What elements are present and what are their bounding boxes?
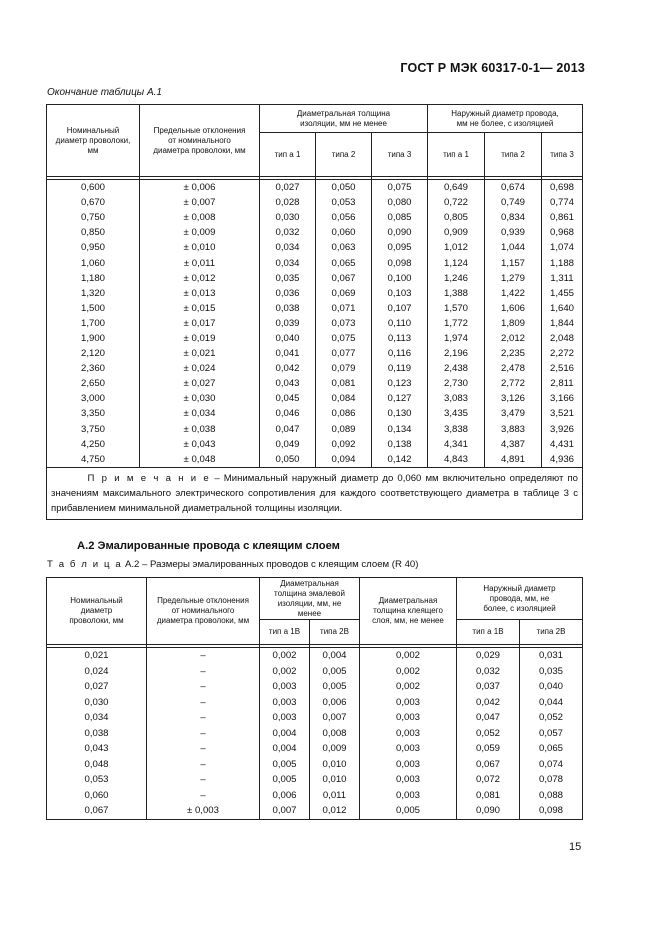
table-cell: 0,030 (47, 695, 147, 711)
table-cell: 0,774 (542, 195, 583, 210)
table-cell: 2,235 (485, 346, 542, 361)
table-cell: ± 0,048 (140, 452, 260, 468)
table-row (47, 391, 583, 406)
table-cell: 2,272 (542, 346, 583, 361)
table-cell: 0,004 (260, 726, 310, 742)
table-cell: 0,006 (310, 695, 360, 711)
table-cell: 0,003 (360, 726, 457, 742)
table-cell: 0,950 (47, 240, 140, 255)
table-cell: 0,119 (372, 361, 428, 376)
table-cell: 1,074 (542, 240, 583, 255)
table-cell: 1,606 (485, 301, 542, 316)
table-cell: 0,071 (316, 301, 372, 316)
table-cell: 3,166 (542, 391, 583, 406)
table-cell: 2,196 (428, 346, 485, 361)
table-cell: ± 0,015 (140, 301, 260, 316)
table-cell: 0,123 (372, 376, 428, 391)
table-cell: ± 0,021 (140, 346, 260, 361)
standard-designation: ГОСТ Р МЭК 60317-0-1— 2013 (400, 61, 585, 75)
table-cell: 0,034 (260, 255, 316, 270)
table-cell: – (147, 788, 260, 804)
table-row (47, 679, 583, 695)
table-cell: 1,500 (47, 301, 140, 316)
table1-caption: Окончание таблицы А.1 (47, 87, 162, 98)
table-cell: 4,843 (428, 452, 485, 468)
table-cell: 0,095 (372, 240, 428, 255)
page-number: 15 (569, 841, 582, 853)
table-cell: 0,098 (520, 803, 583, 819)
table-cell: 1,012 (428, 240, 485, 255)
col-grade3-outer: типа 3 (542, 133, 583, 177)
t2-col-bond: Диаметральная толщина клеящего слоя, мм, не менее (360, 578, 457, 645)
table-cell: 0,850 (47, 225, 140, 240)
table-cell: ± 0,012 (140, 271, 260, 286)
table-cell: 0,861 (542, 210, 583, 225)
table-cell: – (147, 757, 260, 773)
table-cell: 4,341 (428, 437, 485, 452)
table-cell: 0,075 (316, 331, 372, 346)
table-cell: 0,090 (457, 803, 520, 819)
table-cell: 0,098 (372, 255, 428, 270)
table-cell: 0,075 (372, 180, 428, 196)
table-cell: 0,067 (457, 757, 520, 773)
table-cell: 0,939 (485, 225, 542, 240)
table-cell: 0,021 (47, 648, 147, 664)
table-cell: 0,042 (457, 695, 520, 711)
table-cell: 0,043 (47, 741, 147, 757)
table-cell: 0,002 (360, 664, 457, 680)
table-cell: 0,060 (316, 225, 372, 240)
table-cell: – (147, 741, 260, 757)
t2-col-outer: Наружный диаметр провода, мм, не более, с изоляцией (457, 578, 583, 620)
table-cell: 1,044 (485, 240, 542, 255)
col-grade3: типа 3 (372, 133, 428, 177)
table-row (47, 726, 583, 742)
table-cell: – (147, 679, 260, 695)
table-cell: 0,110 (372, 316, 428, 331)
table-cell: 1,422 (485, 286, 542, 301)
table-cell: 0,002 (260, 648, 310, 664)
table-cell: 0,024 (47, 664, 147, 680)
note-text: – Минимальный наружный диаметр до 0,060 мм включительно определяют по значениям максимального электрического сопротивления для каждого соответствующего диаметра в таблице 3 с прибавлением минимальной диаметральной толщины изоляции. (51, 472, 578, 514)
table-cell: 1,157 (485, 255, 542, 270)
table-cell: – (147, 664, 260, 680)
table-cell: 0,067 (316, 271, 372, 286)
table-cell: ± 0,009 (140, 225, 260, 240)
table-cell: 4,387 (485, 437, 542, 452)
table2-caption-label: Т а б л и ц а (47, 559, 123, 570)
table-cell: 1,060 (47, 255, 140, 270)
table-cell: 0,002 (360, 648, 457, 664)
table-cell: 2,360 (47, 361, 140, 376)
col-grade2-outer: типа 2 (485, 133, 542, 177)
table-cell: 0,032 (457, 664, 520, 680)
table-cell: – (147, 772, 260, 788)
table-cell: 1,640 (542, 301, 583, 316)
table-cell: 3,000 (47, 391, 140, 406)
table-cell: 0,009 (310, 741, 360, 757)
table-cell: 0,035 (520, 664, 583, 680)
table-cell: 0,042 (260, 361, 316, 376)
table-cell: 0,072 (457, 772, 520, 788)
table-cell: 2,120 (47, 346, 140, 361)
table-cell: 0,044 (520, 695, 583, 711)
table-cell: 0,134 (372, 422, 428, 437)
table-cell: 0,049 (260, 437, 316, 452)
table-cell: 4,936 (542, 452, 583, 468)
table-cell: 0,052 (520, 710, 583, 726)
table-cell: 0,909 (428, 225, 485, 240)
table-cell: ± 0,043 (140, 437, 260, 452)
col-min-increase: Диаметральная толщина изоляции, мм не менее (260, 105, 428, 133)
table-cell: 0,045 (260, 391, 316, 406)
table-cell: 3,750 (47, 422, 140, 437)
table-cell: 0,007 (260, 803, 310, 819)
table-cell: 0,698 (542, 180, 583, 196)
table-cell: 0,107 (372, 301, 428, 316)
col-grade2: типа 2 (316, 133, 372, 177)
table-row (47, 648, 583, 664)
table-cell: ± 0,027 (140, 376, 260, 391)
t2-col-g1b-outer: тип а 1В (457, 620, 520, 645)
table-cell: 0,034 (260, 240, 316, 255)
table-cell: 3,350 (47, 406, 140, 421)
table-cell: 0,004 (260, 741, 310, 757)
table-cell: 0,003 (260, 679, 310, 695)
table-cell: 0,048 (47, 757, 147, 773)
table-cell: 0,053 (316, 195, 372, 210)
table-cell: 0,003 (360, 788, 457, 804)
table-row (47, 210, 583, 225)
table-row (47, 695, 583, 711)
table-cell: 0,088 (520, 788, 583, 804)
table-cell: 1,320 (47, 286, 140, 301)
table-cell: ± 0,017 (140, 316, 260, 331)
table-cell: 0,052 (457, 726, 520, 742)
table-cell: 4,431 (542, 437, 583, 452)
table2-caption-text: А.2 – Размеры эмалированных проводов с клеящим слоем (R 40) (122, 559, 419, 570)
table-cell: 0,003 (360, 772, 457, 788)
table-cell: 0,031 (520, 648, 583, 664)
table-cell: 3,126 (485, 391, 542, 406)
table-cell: 2,516 (542, 361, 583, 376)
table-cell: 0,060 (47, 788, 147, 804)
table-cell: 0,047 (457, 710, 520, 726)
table-cell: 1,180 (47, 271, 140, 286)
table-cell: 0,003 (360, 695, 457, 711)
table-cell: 0,050 (260, 452, 316, 468)
col-max-outer: Наружный диаметр провода, мм не более, с изоляцией (428, 105, 583, 133)
table-cell: 4,891 (485, 452, 542, 468)
table-cell: 0,079 (316, 361, 372, 376)
table-cell: 2,012 (485, 331, 542, 346)
table-cell: 0,029 (457, 648, 520, 664)
table-cell: 0,007 (310, 710, 360, 726)
table-cell: ± 0,008 (140, 210, 260, 225)
table-cell: 0,034 (47, 710, 147, 726)
table-cell: 0,003 (360, 741, 457, 757)
table-a1 (46, 104, 583, 520)
table1-note (47, 467, 583, 519)
table-cell: 0,056 (316, 210, 372, 225)
table-cell: 3,883 (485, 422, 542, 437)
table-cell: ± 0,011 (140, 255, 260, 270)
table-cell: 0,674 (485, 180, 542, 196)
table-cell: 0,600 (47, 180, 140, 196)
table-cell: 1,188 (542, 255, 583, 270)
t2-col-deviation: Предельные отклонения от номинального диаметра проволоки, мм (147, 578, 260, 645)
table-cell: 0,053 (47, 772, 147, 788)
table-cell: 0,065 (316, 255, 372, 270)
table-cell: 4,750 (47, 452, 140, 468)
table-cell: 3,521 (542, 406, 583, 421)
t2-col-g2b-outer: типа 2В (520, 620, 583, 645)
table-cell: 0,003 (260, 695, 310, 711)
table-cell: 0,100 (372, 271, 428, 286)
table-cell: 1,772 (428, 316, 485, 331)
table-cell: 2,438 (428, 361, 485, 376)
table-cell: 0,670 (47, 195, 140, 210)
table-cell: 0,081 (457, 788, 520, 804)
table-cell: 2,772 (485, 376, 542, 391)
table-cell: 0,027 (47, 679, 147, 695)
table-cell: 0,722 (428, 195, 485, 210)
table-cell: 0,035 (260, 271, 316, 286)
table-cell: 1,700 (47, 316, 140, 331)
table-cell: 0,038 (260, 301, 316, 316)
table-cell: 0,116 (372, 346, 428, 361)
table-row (47, 772, 583, 788)
table-row (47, 301, 583, 316)
table-cell: 1,124 (428, 255, 485, 270)
table-cell: 0,005 (260, 757, 310, 773)
table-cell: 1,844 (542, 316, 583, 331)
table-cell: 1,900 (47, 331, 140, 346)
table-row (47, 271, 583, 286)
table-cell: 1,388 (428, 286, 485, 301)
table-cell: 1,974 (428, 331, 485, 346)
table-row (47, 240, 583, 255)
table-cell: 0,011 (310, 788, 360, 804)
table-cell: 0,749 (485, 195, 542, 210)
table-cell: 0,030 (260, 210, 316, 225)
table-row (47, 422, 583, 437)
table-cell: 0,003 (360, 710, 457, 726)
table-cell: 0,003 (260, 710, 310, 726)
table-cell: 2,478 (485, 361, 542, 376)
table-a2 (46, 577, 583, 820)
table-cell: 0,649 (428, 180, 485, 196)
table-cell: 0,092 (316, 437, 372, 452)
table-cell: ± 0,003 (147, 803, 260, 819)
table-cell: 2,048 (542, 331, 583, 346)
table-row (47, 225, 583, 240)
table-row (47, 195, 583, 210)
col-nominal-diameter: Номинальный диаметр проволоки, мм (47, 105, 140, 177)
table-cell: 0,065 (520, 741, 583, 757)
table-cell: ± 0,010 (140, 240, 260, 255)
table-cell: 0,077 (316, 346, 372, 361)
table-cell: 0,041 (260, 346, 316, 361)
col-grade1-outer: тип а 1 (428, 133, 485, 177)
table-cell: 0,040 (260, 331, 316, 346)
table-cell: 0,005 (260, 772, 310, 788)
table-cell: 0,037 (457, 679, 520, 695)
table-cell: 0,074 (520, 757, 583, 773)
table-cell: 0,073 (316, 316, 372, 331)
table-cell: 4,250 (47, 437, 140, 452)
table-row (47, 331, 583, 346)
table-cell: ± 0,030 (140, 391, 260, 406)
table-row (47, 406, 583, 421)
table-cell: 0,063 (316, 240, 372, 255)
table-cell: 0,038 (47, 726, 147, 742)
table-cell: 0,078 (520, 772, 583, 788)
t2-col-g2b: типа 2В (310, 620, 360, 645)
table-cell: 2,730 (428, 376, 485, 391)
table-cell: 0,127 (372, 391, 428, 406)
table-cell: ± 0,024 (140, 361, 260, 376)
table-cell: 3,083 (428, 391, 485, 406)
table-cell: 0,089 (316, 422, 372, 437)
table-cell: 2,650 (47, 376, 140, 391)
col-deviation: Предельные отклонения от номинального диаметра проволоки, мм (140, 105, 260, 177)
table-cell: 0,142 (372, 452, 428, 468)
table-cell: 1,570 (428, 301, 485, 316)
table-cell: 0,008 (310, 726, 360, 742)
table-cell: 0,094 (316, 452, 372, 468)
table-row (47, 437, 583, 452)
table-cell: 0,090 (372, 225, 428, 240)
table-cell: 0,050 (316, 180, 372, 196)
table-row (47, 710, 583, 726)
table-row (47, 741, 583, 757)
table-cell: 0,834 (485, 210, 542, 225)
table-row (47, 346, 583, 361)
table-cell: 0,005 (360, 803, 457, 819)
table-cell: – (147, 710, 260, 726)
section-title: А.2 Эмалированные провода с клеящим слоем (77, 540, 340, 552)
table-cell: 0,006 (260, 788, 310, 804)
table-cell: ± 0,034 (140, 406, 260, 421)
table-cell: 0,036 (260, 286, 316, 301)
table-cell: 0,084 (316, 391, 372, 406)
table-row (47, 788, 583, 804)
table-cell: 1,809 (485, 316, 542, 331)
table-cell: 0,086 (316, 406, 372, 421)
table-cell: 0,010 (310, 772, 360, 788)
table-cell: ± 0,019 (140, 331, 260, 346)
table-row (47, 316, 583, 331)
t2-col-g1b: тип а 1В (260, 620, 310, 645)
table-cell: 0,040 (520, 679, 583, 695)
table-cell: 0,805 (428, 210, 485, 225)
table-cell: 0,968 (542, 225, 583, 240)
table-cell: 0,080 (372, 195, 428, 210)
col-grade1: тип а 1 (260, 133, 316, 177)
table-cell: 0,003 (360, 757, 457, 773)
table-cell: ± 0,038 (140, 422, 260, 437)
table-cell: 3,838 (428, 422, 485, 437)
table-cell: 0,081 (316, 376, 372, 391)
table-cell: 0,005 (310, 679, 360, 695)
table-cell: 0,005 (310, 664, 360, 680)
table-cell: 3,479 (485, 406, 542, 421)
table-cell: – (147, 726, 260, 742)
table-cell: 1,455 (542, 286, 583, 301)
table-cell: 0,004 (310, 648, 360, 664)
table-cell: 1,246 (428, 271, 485, 286)
table-cell: 0,028 (260, 195, 316, 210)
table-row (47, 180, 583, 196)
table-cell: 0,027 (260, 180, 316, 196)
table-cell: 0,047 (260, 422, 316, 437)
table-cell: 0,046 (260, 406, 316, 421)
table-cell: – (147, 648, 260, 664)
table2-caption (47, 559, 418, 570)
table-cell: 0,032 (260, 225, 316, 240)
table-cell: 0,039 (260, 316, 316, 331)
table-cell: – (147, 695, 260, 711)
table-row (47, 376, 583, 391)
table-row (47, 803, 583, 819)
table-cell: 0,113 (372, 331, 428, 346)
table-cell: 0,012 (310, 803, 360, 819)
table-cell: 3,435 (428, 406, 485, 421)
table-row (47, 286, 583, 301)
table-cell: 1,311 (542, 271, 583, 286)
table-row (47, 361, 583, 376)
table-cell: 0,002 (360, 679, 457, 695)
table-row (47, 452, 583, 468)
table-row (47, 664, 583, 680)
table-cell: ± 0,013 (140, 286, 260, 301)
table-cell: 0,069 (316, 286, 372, 301)
table-cell: 2,811 (542, 376, 583, 391)
table-cell: 0,085 (372, 210, 428, 225)
table-row (47, 757, 583, 773)
table-cell: 0,750 (47, 210, 140, 225)
table-cell: ± 0,006 (140, 180, 260, 196)
table-cell: 0,057 (520, 726, 583, 742)
table-cell: 3,926 (542, 422, 583, 437)
note-label: П р и м е ч а н и е (87, 472, 211, 484)
table-cell: 0,059 (457, 741, 520, 757)
table-cell: 0,130 (372, 406, 428, 421)
table-cell: 0,002 (260, 664, 310, 680)
table-row (47, 255, 583, 270)
t2-col-enamel: Диаметральная толщина эмалевой изоляции, мм, не менее (260, 578, 360, 620)
table-cell: 0,010 (310, 757, 360, 773)
table-cell: ± 0,007 (140, 195, 260, 210)
table-cell: 0,103 (372, 286, 428, 301)
table-cell: 1,279 (485, 271, 542, 286)
table-cell: 0,043 (260, 376, 316, 391)
table-cell: 0,067 (47, 803, 147, 819)
t2-col-nominal: Номинальный диаметр проволоки, мм (47, 578, 147, 645)
table-cell: 0,138 (372, 437, 428, 452)
